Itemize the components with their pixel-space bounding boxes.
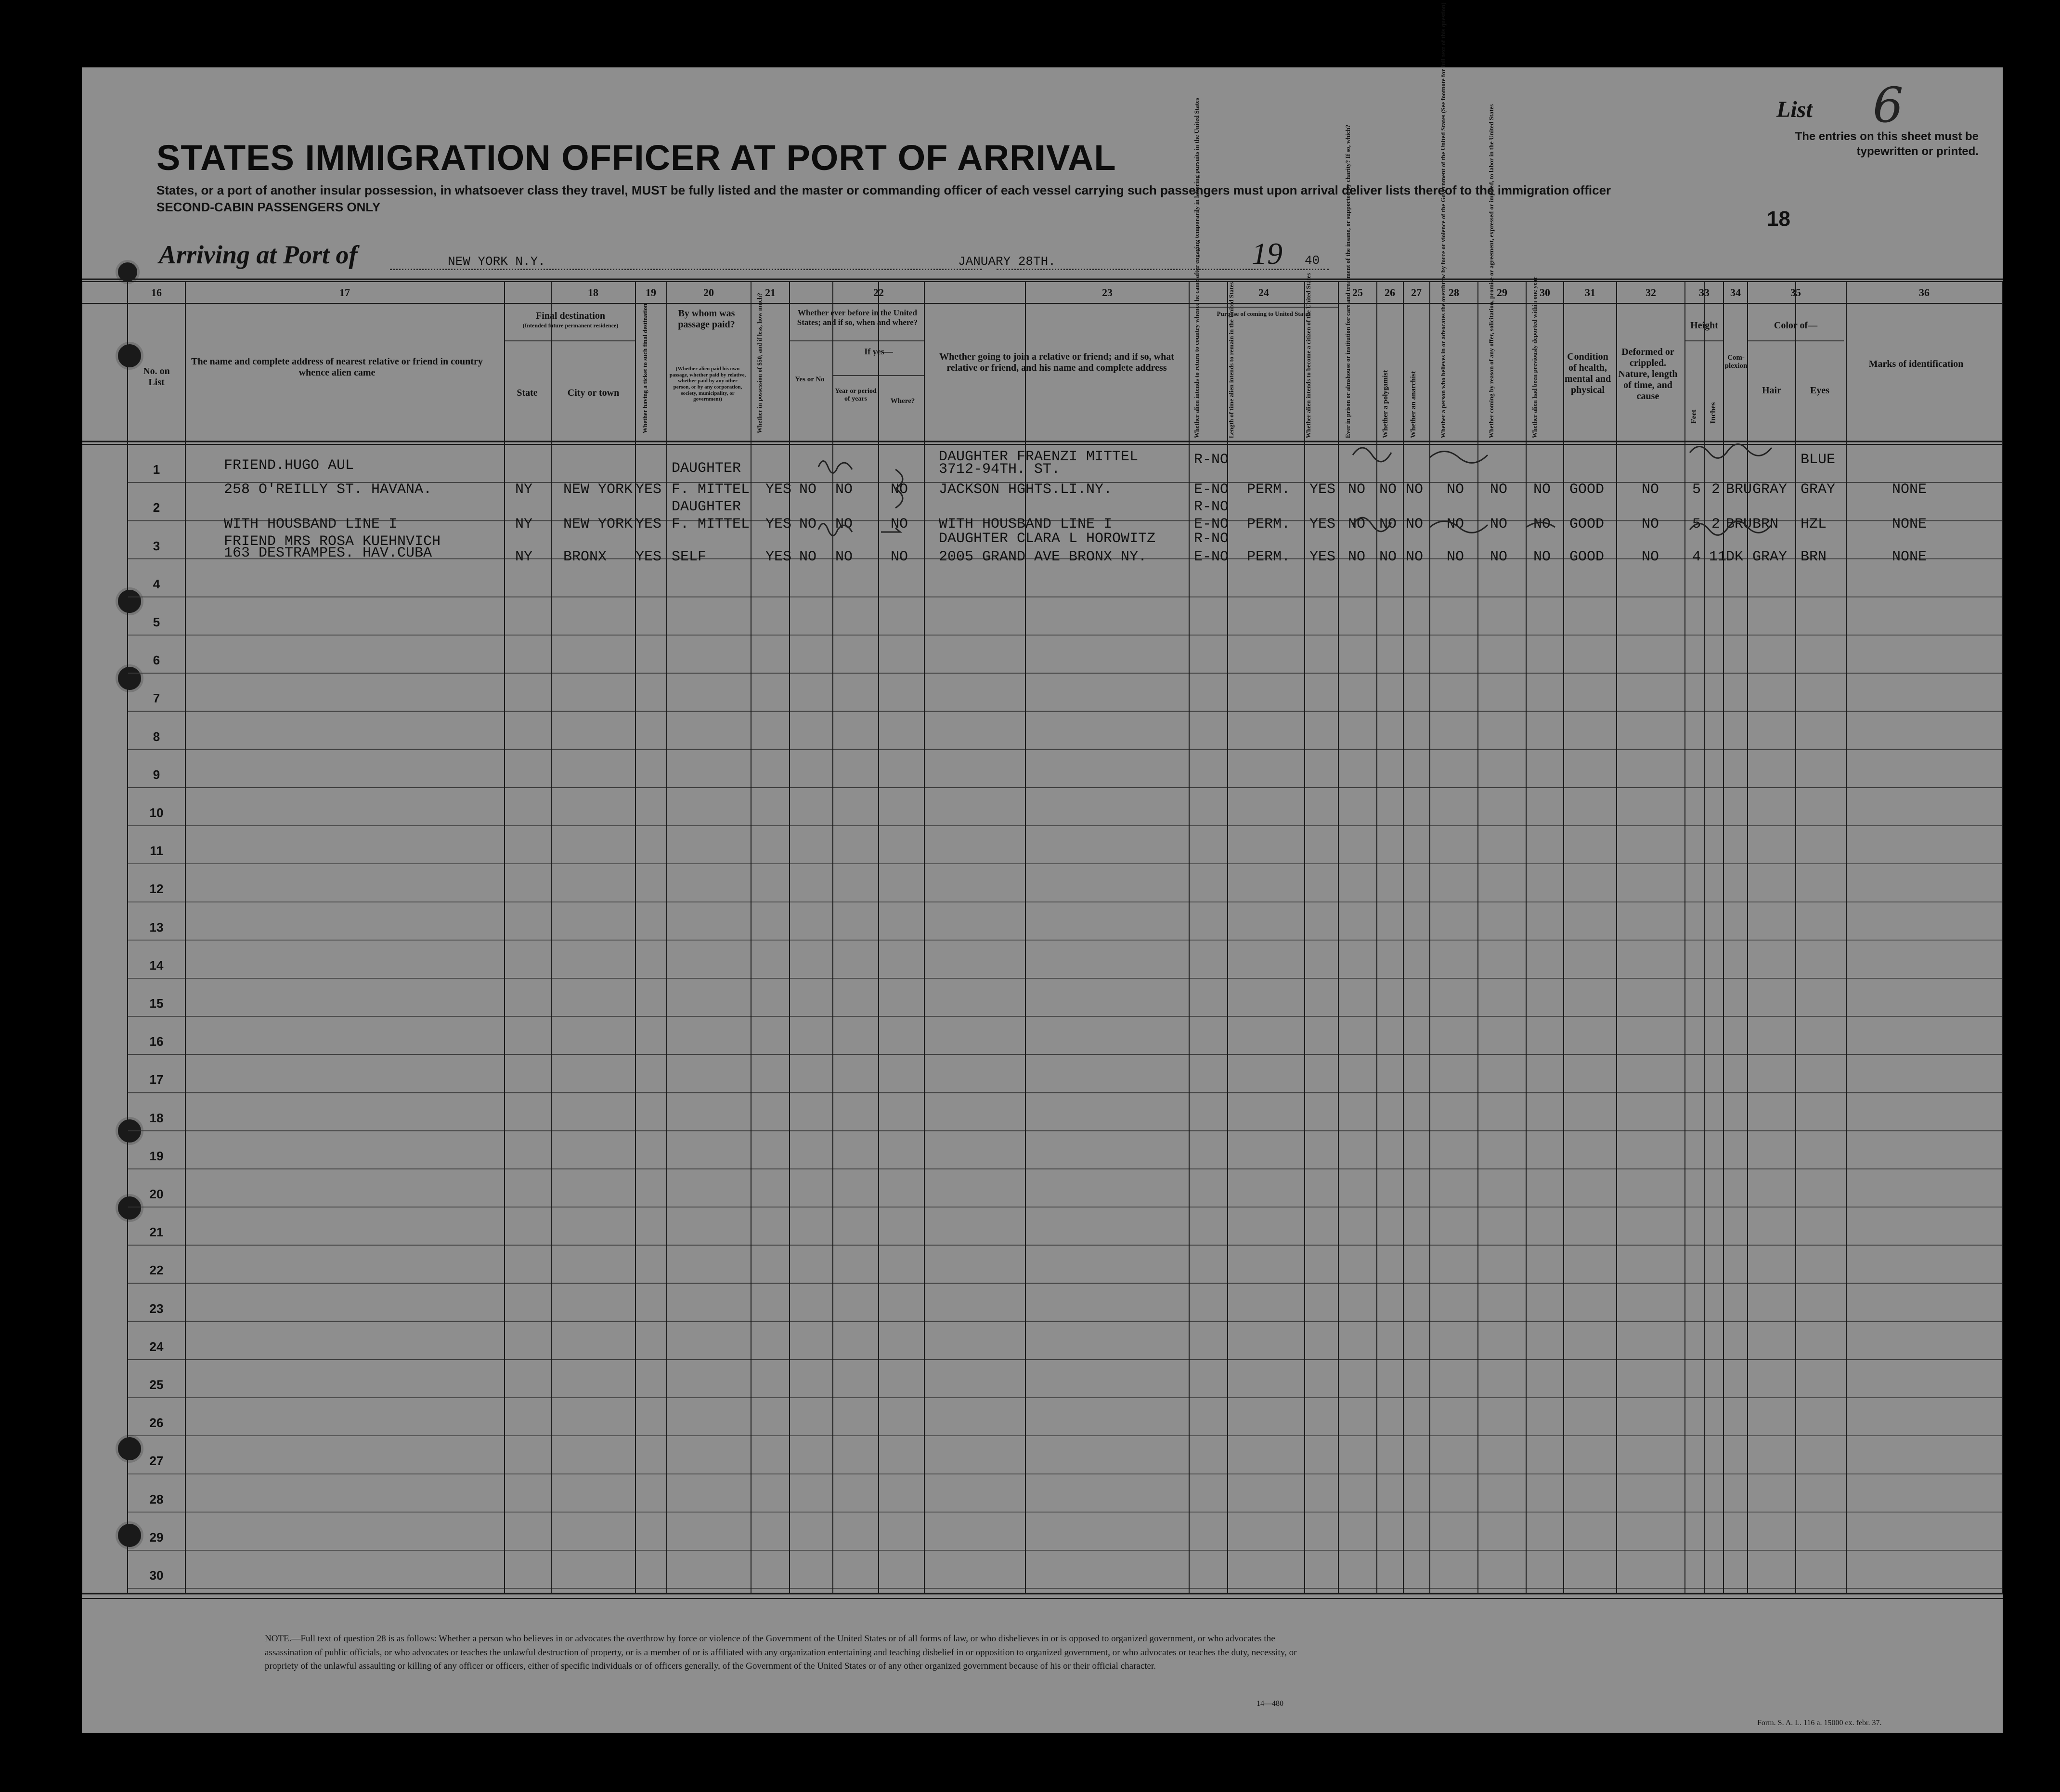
row3-city: BRONX <box>563 549 607 565</box>
col23-header: Whether going to join a relative or friend; and if so, what relative or friend, and his name and complete address <box>939 351 1174 373</box>
row3-overthrow: NO <box>1447 549 1464 565</box>
col16-header: No. on List <box>143 366 170 388</box>
row3-length: PERM. <box>1247 549 1291 565</box>
row-number: 27 <box>149 1454 164 1468</box>
row2-length: PERM. <box>1247 516 1291 532</box>
col26-header: Whether a polygamist <box>1382 370 1389 438</box>
row2-purpose-e: E-NO <box>1194 516 1229 532</box>
row2-state: NY <box>515 516 533 532</box>
row1-before: NO <box>799 481 817 498</box>
date-value: JANUARY 28TH. <box>958 254 1056 269</box>
row3-paid1: SELF <box>672 549 707 565</box>
row3-money: YES <box>765 549 792 565</box>
row2-deported: NO <box>1533 516 1551 532</box>
col18-city: City or town <box>567 388 620 398</box>
row-number: 30 <box>149 1568 164 1583</box>
row-number: 23 <box>149 1301 164 1316</box>
row1-paid1: DAUGHTER <box>672 460 741 477</box>
column-number: 26 <box>1385 286 1395 299</box>
row1-ticket: YES <box>635 481 662 498</box>
row1-marks: NONE <box>1892 481 1927 498</box>
row-number: 24 <box>149 1339 164 1354</box>
row3-marks: NONE <box>1892 549 1927 565</box>
row-number: 17 <box>149 1072 164 1087</box>
footer-code: 14—480 <box>1257 1700 1283 1708</box>
row2-money: YES <box>765 516 792 532</box>
row-number: 14 <box>149 958 164 973</box>
row1-hair: GRAY <box>1752 481 1788 498</box>
row1-deported: NO <box>1533 481 1551 498</box>
row-number: 18 <box>149 1110 164 1125</box>
subtitle-line1: States, or a port of another insular possession, in whatsoever class they travel, MUST be fully listed and the master or commanding officer of each vessel carrying such passengers must upon arrival deliver lists thereof to the immigration officer <box>156 183 1611 197</box>
row1-join2: 3712-94TH. ST. <box>939 461 1061 478</box>
col29-header: Whether coming by reason of any offer, solicitation, promise or agreement, expressed or implied, to labor in the United States <box>1488 104 1495 438</box>
column-number: 25 <box>1352 286 1363 299</box>
port-value: NEW YORK N.Y. <box>448 254 545 269</box>
row3-citizen: YES <box>1309 549 1336 565</box>
handwritten-annotations <box>82 2 2003 597</box>
row-number: 1 <box>153 462 160 477</box>
row-number: 15 <box>149 996 164 1011</box>
row3-join1: DAUGHTER CLARA L HOROWITZ <box>939 531 1156 547</box>
col30-header: Whether alien had been previously deported within one year <box>1531 276 1538 438</box>
list-number: 6 <box>1873 77 1904 133</box>
row1-purpose-r: R-NO <box>1194 452 1229 468</box>
row2-relative1: WITH HOUSBAND LINE I <box>224 516 398 532</box>
col31-header: Condition of health, mental and physical <box>1564 351 1611 395</box>
row-number: 2 <box>153 500 160 515</box>
row1-where: NO <box>891 481 908 498</box>
row3-prison: NO <box>1348 549 1366 565</box>
row3-deported: NO <box>1533 549 1551 565</box>
row3-hair: GRAY <box>1752 549 1788 565</box>
sheet-number: 18 <box>1767 207 1790 231</box>
row1-health: GOOD <box>1569 481 1605 498</box>
row-number: 20 <box>149 1187 164 1201</box>
row-number: 7 <box>153 691 160 706</box>
col28-header: Whether a person who believes in or advocates the overthrow by force or violence of the Government of the United States (See footnote for full text of this question) <box>1439 2 1447 438</box>
row2-anarchist: NO <box>1406 516 1424 532</box>
col32-header: Deformed or crippled. Nature, length of time, and cause <box>1618 347 1678 402</box>
col20-header: By whom was passage paid? <box>678 308 735 330</box>
row3-anarchist: NO <box>1406 549 1424 565</box>
row-number: 19 <box>149 1148 164 1163</box>
row2-complexion: BRU <box>1726 516 1752 532</box>
row1-relative1: FRIEND.HUGO AUL <box>224 457 354 474</box>
row2-years: NO <box>835 516 853 532</box>
row1-length: PERM. <box>1247 481 1291 498</box>
col18-header: Final destination <box>536 311 605 321</box>
column-number: 18 <box>588 286 598 299</box>
row3-ticket: YES <box>635 549 662 565</box>
col22-yesno: Yes or No <box>795 376 825 383</box>
column-number: 19 <box>646 286 656 299</box>
row1-state: NY <box>515 481 533 498</box>
column-number: 24 <box>1258 286 1269 299</box>
col22-where: Where? <box>890 397 915 405</box>
row1-feet: 5 <box>1692 481 1701 498</box>
year-prefix: 19 <box>1252 236 1283 271</box>
row-number: 13 <box>149 920 164 935</box>
column-number: 29 <box>1497 286 1507 299</box>
row1-join1: DAUGHTER FRAENZI MITTEL <box>939 449 1139 465</box>
col22-years: Year or period of years <box>835 388 877 403</box>
row2-city: NEW YORK <box>563 516 633 532</box>
row3-eyes: BRN <box>1801 549 1827 565</box>
row3-feet: 4 <box>1692 549 1701 565</box>
row2-ticket: YES <box>635 516 662 532</box>
row-number: 9 <box>153 767 160 782</box>
row2-feet: 5 <box>1692 516 1701 532</box>
row-number: 22 <box>149 1263 164 1278</box>
row2-citizen: YES <box>1309 516 1336 532</box>
row-number: 5 <box>153 615 160 629</box>
column-number: 35 <box>1790 286 1801 299</box>
row3-purpose-e: E-NO <box>1194 549 1229 565</box>
col35-hair: Hair <box>1762 385 1781 396</box>
row3-complexion: DK <box>1726 549 1744 565</box>
column-number: 23 <box>1102 286 1113 299</box>
col35-header: Color of— <box>1774 320 1818 331</box>
row2-inches: 2 <box>1711 516 1721 532</box>
row1-purpose-e: E-NO <box>1194 481 1229 498</box>
row-number: 4 <box>153 576 160 591</box>
col33-feet: Feet <box>1690 409 1698 424</box>
col22-ifyes: If yes— <box>864 347 893 356</box>
row3-deformed: NO <box>1642 549 1659 565</box>
row-number: 10 <box>149 805 164 820</box>
row3-relative1: FRIEND MRS ROSA KUEHNVICH <box>224 533 441 550</box>
column-number: 31 <box>1585 286 1595 299</box>
col20-note: (Whether alien paid his own passage, whether paid by relative, whether paid by any other person, or by any corporation, society, municipality, or government) <box>669 366 746 403</box>
row2-purpose-r: R-NO <box>1194 499 1229 515</box>
row-number: 28 <box>149 1492 164 1506</box>
row2-where: NO <box>891 516 908 532</box>
col33-inches: Inches <box>1709 402 1717 424</box>
row3-offer: NO <box>1490 549 1508 565</box>
form-number: Form. S. A. L. 116 a. 15000 ex. febr. 37. <box>1757 1719 1882 1727</box>
row2-eyes: HZL <box>1801 516 1827 532</box>
column-number: 20 <box>703 286 714 299</box>
row-number: 6 <box>153 653 160 668</box>
row3-health: GOOD <box>1569 549 1605 565</box>
row2-marks: NONE <box>1892 516 1927 532</box>
col36-header: Marks of identification <box>1868 359 1964 369</box>
row1-join3: JACKSON HGHTS.LI.NY. <box>939 481 1113 498</box>
row-number: 12 <box>149 882 164 896</box>
row3-inches: 11 <box>1709 549 1727 565</box>
row3-before: NO <box>799 549 817 565</box>
row1-polygamist: NO <box>1379 481 1397 498</box>
col21-header: Whether in possession of $50, and if less, how much? <box>756 293 763 433</box>
footnote: NOTE.—Full text of question 28 is as follows: Whether a person who believes in or advocates the overthrow by force or violence of the Government of the United States or of all forms of law, or who disbelieves in or is opposed to organized government, or who advocates the assassination of public officials, or who advocates or teaches the unlawful destruction of property, or is a member of or is affiliated with any organization entertaining and teaching disbelief in or opposition to organized government, or who advocates or teaches the duty, necessity, or propriety of the unlawful assaulting or killing of any officer or officers, either of specific individuals or of officers generally, of the Government of the United States or of any other organized government because of his or their official character. <box>265 1634 1297 1671</box>
row3-relative2: 163 DESTRAMPES. HAV.CUBA <box>224 545 432 561</box>
row-number: 3 <box>153 538 160 553</box>
column-number: 28 <box>1449 286 1459 299</box>
column-number: 22 <box>873 286 884 299</box>
entries-note: The entries on this sheet must be typewritten or printed. <box>1795 130 1979 158</box>
col18-state: State <box>517 388 538 398</box>
col18-note: (Intended future permanent residence) <box>522 322 619 329</box>
row2-paid1: DAUGHTER <box>672 499 741 515</box>
row2-hair: BRN <box>1752 516 1779 532</box>
row1-eyes: GRAY <box>1801 481 1836 498</box>
row3-state: NY <box>515 549 533 565</box>
row1-prison: NO <box>1348 481 1366 498</box>
column-number: 27 <box>1411 286 1422 299</box>
row2-join1: WITH HOUSBAND LINE I <box>939 516 1113 532</box>
col27-header: Whether an anarchist <box>1410 371 1417 438</box>
page-title: STATES IMMIGRATION OFFICER AT PORT OF ARRIVAL <box>156 138 1116 178</box>
row-number: 16 <box>149 1034 164 1049</box>
manifest-sheet <box>82 2 2003 1733</box>
row2-health: GOOD <box>1569 516 1605 532</box>
row2-offer: NO <box>1490 516 1508 532</box>
col24a-header: Whether alien intends to return to country whence he came after engaging temporarily in laboring pursuits in the United States <box>1193 98 1200 438</box>
row1-eyes-above: BLUE <box>1801 452 1836 468</box>
row-number: 11 <box>150 844 163 858</box>
row1-years: NO <box>835 481 853 498</box>
row2-deformed: NO <box>1642 516 1659 532</box>
row-number: 8 <box>153 729 160 744</box>
column-number: 33 <box>1699 286 1710 299</box>
row2-before: NO <box>799 516 817 532</box>
row1-city: NEW YORK <box>563 481 633 498</box>
col25-header: Ever in prison or almshouse or institution for care and treatment of the insane, or supported by charity? If so, which? <box>1344 124 1351 438</box>
column-number: 32 <box>1645 286 1656 299</box>
row2-polygamist: NO <box>1379 516 1397 532</box>
row1-deformed: NO <box>1642 481 1659 498</box>
column-number: 21 <box>765 286 776 299</box>
col22-header: Whether ever before in the United States; and if so, when and where? <box>797 308 918 327</box>
row3-join2: 2005 GRAND AVE BRONX NY. <box>939 549 1147 565</box>
row-number: 21 <box>149 1225 164 1240</box>
row2-prison: NO <box>1348 516 1366 532</box>
row1-overthrow: NO <box>1447 481 1464 498</box>
list-label: List <box>1776 97 1813 122</box>
col24b-header: Length of time alien intends to remain in the United States <box>1228 282 1235 438</box>
column-number: 17 <box>339 286 350 299</box>
col35-eyes: Eyes <box>1810 385 1829 396</box>
row3-purpose-r: R-NO <box>1194 531 1229 547</box>
year-suffix: 40 <box>1305 253 1320 268</box>
row1-paid2: F. MITTEL <box>672 481 750 498</box>
row1-relative2: 258 O'REILLY ST. HAVANA. <box>224 481 432 498</box>
col24-header: Purpose of coming to United States <box>1217 310 1311 317</box>
row3-where: NO <box>891 549 908 565</box>
column-number: 34 <box>1730 286 1741 299</box>
row2-paid2: F. MITTEL <box>672 516 750 532</box>
row-number: 29 <box>149 1530 164 1545</box>
row2-overthrow: NO <box>1447 516 1464 532</box>
row3-years: NO <box>835 549 853 565</box>
row3-polygamist: NO <box>1379 549 1397 565</box>
col24c-header: Whether alien intends to become a citizen of the United States <box>1305 273 1312 438</box>
row-number: 26 <box>149 1415 164 1430</box>
col19-header: Whether having a ticket to such final destination <box>641 303 648 433</box>
col33-header: Height <box>1690 320 1718 331</box>
row-number: 25 <box>149 1377 164 1392</box>
col17-header: The name and complete address of nearest relative or friend in country whence alien came <box>191 356 483 378</box>
row1-inches: 2 <box>1711 481 1721 498</box>
column-number: 16 <box>151 286 162 299</box>
subtitle-line2: SECOND-CABIN PASSENGERS ONLY <box>156 200 381 214</box>
column-number: 36 <box>1919 286 1930 299</box>
row1-offer: NO <box>1490 481 1508 498</box>
row1-anarchist: NO <box>1406 481 1424 498</box>
col34-header: Com-plexion <box>1724 354 1748 370</box>
arriving-label: Arriving at Port of <box>159 240 358 269</box>
row1-citizen: YES <box>1309 481 1336 498</box>
column-number: 30 <box>1540 286 1550 299</box>
row1-complexion: BRU <box>1726 481 1752 498</box>
row1-money: YES <box>765 481 792 498</box>
